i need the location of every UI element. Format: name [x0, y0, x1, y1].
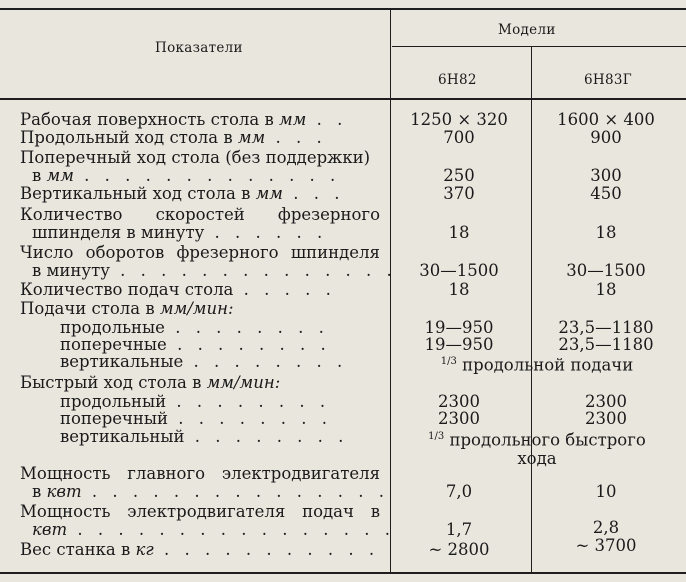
row-feed-motor-power-label: Мощность электродвигателя подач в квт . . . . . . . . . . . . . . . . [20, 502, 395, 539]
row-feed-cross-label: поперечные . . . . . . . . [60, 335, 331, 354]
top-rule [0, 8, 686, 10]
row-machine-weight-label: Вес станка в кг . . . . . . . . . . . [20, 540, 380, 559]
row-main-motor-power-6n83g: 10 [595, 482, 617, 501]
row-longitudinal-travel-label: Продольный ход стола в мм . . . [20, 128, 327, 147]
row-main-motor-power-6n82: 7,0 [445, 482, 473, 501]
row-vertical-travel-6n82: 370 [443, 184, 475, 203]
row-rapid-cross-6n83g: 2300 [585, 409, 627, 428]
row-rapid-vertical-value: $^{1/3}$ продольного быстрого хода [428, 430, 646, 468]
row-feed-count-label: Количество подач стола . . . . . [20, 280, 336, 299]
row-feed-cross-6n82: 19—950 [424, 335, 494, 354]
row-feed-count-6n83g: 18 [595, 280, 617, 299]
row-feed-vertical-value: $^{1/3}$ продольной подачи [440, 355, 634, 375]
col-divider-1 [390, 8, 391, 572]
header-model-6n83g: 6Н83Г [584, 72, 632, 88]
row-feed-longitudinal-6n83g: 23,5—1180 [558, 318, 654, 337]
row-cross-travel-6n82: 250 [443, 166, 475, 185]
row-feed-vertical-label: вертикальные . . . . . . . . [60, 352, 348, 371]
row-work-surface-label: Рабочая поверхность стола в мм . . [20, 110, 348, 129]
row-rapid-longitudinal-label: продольный . . . . . . . . [60, 392, 331, 411]
row-rapid-cross-6n82: 2300 [438, 409, 480, 428]
row-spindle-rpm-label: Число оборотов фрезерного шпинделя в минуту . . . . . . . . . . . . . . [20, 243, 397, 280]
row-rapid-travel-label: Быстрый ход стола в мм/мин: [20, 373, 281, 392]
models-rule [392, 46, 686, 47]
bottom-rule [0, 572, 686, 574]
row-feed-longitudinal-6n82: 19—950 [424, 318, 494, 337]
row-cross-travel-label: Поперечный ход стола (без поддержки) в мм . . . . . . . . . . . . . [20, 148, 371, 185]
row-longitudinal-travel-6n82: 700 [443, 128, 475, 147]
header-indicators: Показатели [155, 40, 243, 56]
header-model-6n82: 6Н82 [438, 72, 477, 88]
row-work-surface-6n83g: 1600 × 400 [557, 110, 655, 129]
row-table-feeds-label: Подачи стола в мм/мин: [20, 299, 234, 318]
row-spindle-speeds-label: Количество скоростей фрезерного шпинделя в минуту . . . . . . [20, 205, 380, 242]
header-rule [0, 98, 686, 100]
row-machine-weight-6n82: ~ 2800 [428, 540, 490, 559]
row-main-motor-power-label: Мощность главного электродвигателя в квт . . . . . . . . . . . . . . . [20, 464, 390, 501]
row-rapid-vertical-label: вертикальный . . . . . . . . [60, 427, 349, 446]
row-machine-weight-6n83g: ~ 3700 [575, 536, 637, 555]
row-longitudinal-travel-6n83g: 900 [590, 128, 622, 147]
row-feed-cross-6n83g: 23,5—1180 [558, 335, 654, 354]
row-feed-count-6n82: 18 [448, 280, 470, 299]
row-spindle-speeds-6n82: 18 [448, 223, 470, 242]
row-spindle-rpm-6n83g: 30—1500 [566, 261, 646, 280]
row-vertical-travel-label: Вертикальный ход стола в мм . . . [20, 184, 345, 203]
row-rapid-cross-label: поперечный . . . . . . . . [60, 409, 332, 428]
row-feed-motor-power-6n82: 1,7 [445, 520, 473, 539]
row-spindle-rpm-6n82: 30—1500 [419, 261, 499, 280]
row-cross-travel-6n83g: 300 [590, 166, 622, 185]
row-rapid-longitudinal-6n82: 2300 [438, 392, 480, 411]
row-spindle-speeds-6n83g: 18 [595, 223, 617, 242]
row-feed-motor-power-6n83g: 2,8 [592, 518, 620, 537]
row-work-surface-6n82: 1250 × 320 [410, 110, 508, 129]
row-rapid-longitudinal-6n83g: 2300 [585, 392, 627, 411]
row-vertical-travel-6n83g: 450 [590, 184, 622, 203]
row-feed-longitudinal-label: продольные . . . . . . . . [60, 318, 329, 337]
header-models: Модели [498, 22, 556, 38]
